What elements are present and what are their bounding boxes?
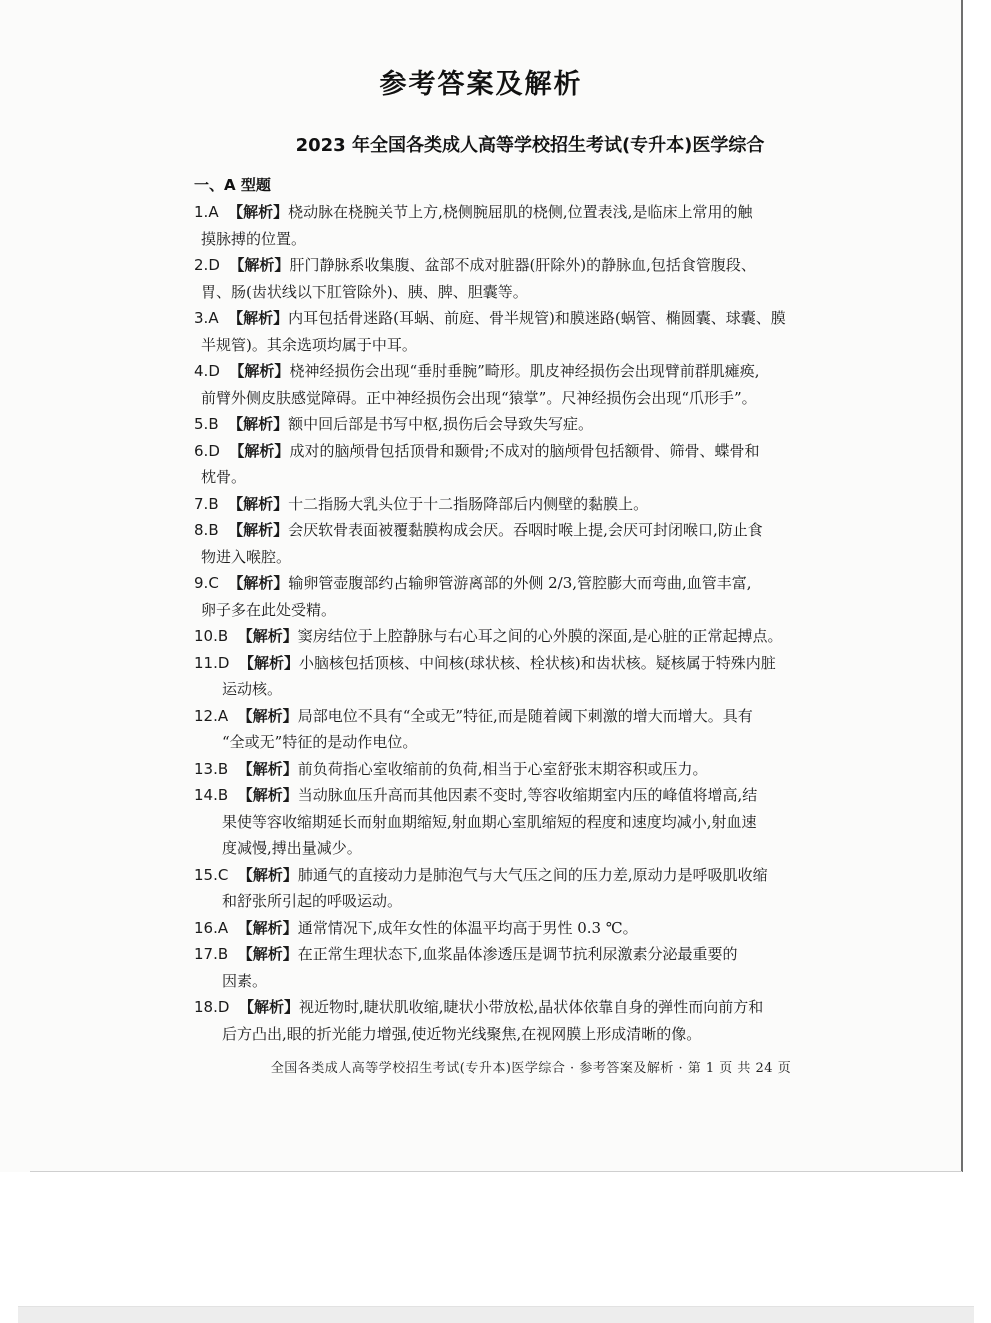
answer-item: 5.B 【解析】额中回后部是书写中枢,损伤后会导致失写症。 [194, 415, 593, 433]
answer-item: 16.A 【解析】通常情况下,成年女性的体温平均高于男性 0.3 ℃。 [194, 918, 638, 937]
answer-item: 2.D 【解析】肝门静脉系收集腹、盆部不成对脏器(肝除外)的静脉血,包括食管腹段、 胃、肠(齿状线以下肛管除外)、胰、脾、胆囊等。 [194, 256, 756, 301]
page-edge-bottom [30, 1171, 962, 1172]
answer-item: 10.B 【解析】窦房结位于上腔静脉与右心耳之间的心外膜的深面,是心脏的正常起搏点。 [194, 627, 783, 645]
answer-list [194, 199, 870, 1047]
answer-item: 12.A 【解析】局部电位不具有“全或无”特征,而是随着阈下刺激的增大而增大。具有 “全或无”特征的是动作电位。 [194, 706, 753, 751]
page-footer: 全国各类成人高等学校招生考试(专升本)医学综合 · 参考答案及解析 · 第 1 页 共 24 页 [270, 1061, 792, 1076]
answer-item: 11.D 【解析】小脑核包括顶核、中间核(球状核、栓状核)和齿状核。疑核属于特殊内脏 运动核。 [194, 653, 776, 698]
answer-item: 4.D 【解析】桡神经损伤会出现“垂肘垂腕”畸形。肌皮神经损伤会出现臂前群肌瘫痪, 前臂外侧皮肤感觉障碍。正中神经损伤会出现“猿掌”。尺神经损伤会出现“爪形手”。 [194, 362, 760, 407]
answer-item: 17.B 【解析】在正常生理状态下,血浆晶体渗透压是调节抗利尿激素分泌最重要的 因素。 [194, 945, 738, 990]
answer-item: 6.D 【解析】成对的脑颅骨包括顶骨和颞骨;不成对的脑颅骨包括额骨、筛骨、蝶骨和 枕骨。 [194, 441, 760, 486]
page-edge-right [961, 0, 963, 1172]
answer-item: 14.B 【解析】当动脉血压升高而其他因素不变时,等容收缩期室内压的峰值将增高,结 果使等容收缩期延长而射血期缩短,射血期心室肌缩短的程度和速度均减小,射血速 度减慢,搏出量减少。 [194, 786, 758, 857]
answer-item: 18.D 【解析】视近物时,睫状肌收缩,睫状小带放松,晶状体依靠自身的弹性而向前方和 后方凸出,眼的折光能力增强,使近物光线聚焦,在视网膜上形成清晰的像。 [194, 998, 764, 1043]
answer-item: 13.B 【解析】前负荷指心室收缩前的负荷,相当于心室舒张末期容积或压力。 [194, 759, 708, 778]
section-heading: 一、A 型题 [194, 176, 271, 194]
answer-item: 7.B 【解析】十二指肠大乳头位于十二指肠降部后内侧壁的黏膜上。 [194, 494, 649, 513]
page-title: 参考答案及解析 [379, 69, 583, 100]
answer-item: 3.A 【解析】内耳包括骨迷路(耳蜗、前庭、骨半规管)和膜迷路(蜗管、椭圆囊、球囊、膜 半规管)。其余选项均属于中耳。 [194, 309, 786, 354]
answer-item: 1.A 【解析】桡动脉在桡腕关节上方,桡侧腕屈肌的桡侧,位置表浅,是临床上常用的触 摸脉搏的位置。 [194, 203, 753, 248]
answer-item: 15.C 【解析】肺通气的直接动力是肺泡气与大气压之间的压力差,原动力是呼吸肌收缩 和舒张所引起的呼吸运动。 [194, 865, 768, 910]
bottom-scroll-bar[interactable] [18, 1306, 974, 1323]
answer-item: 9.C 【解析】输卵管壶腹部约占输卵管游离部的外侧 2/3,管腔膨大而弯曲,血管丰富, 卵子多在此处受精。 [194, 574, 752, 619]
answer-item: 8.B 【解析】会厌软骨表面被覆黏膜构成会厌。吞咽时喉上提,会厌可封闭喉口,防止食 物进入喉腔。 [194, 521, 763, 566]
exam-subtitle: 2023 年全国各类成人高等学校招生考试(专升本)医学综合 [295, 135, 765, 156]
